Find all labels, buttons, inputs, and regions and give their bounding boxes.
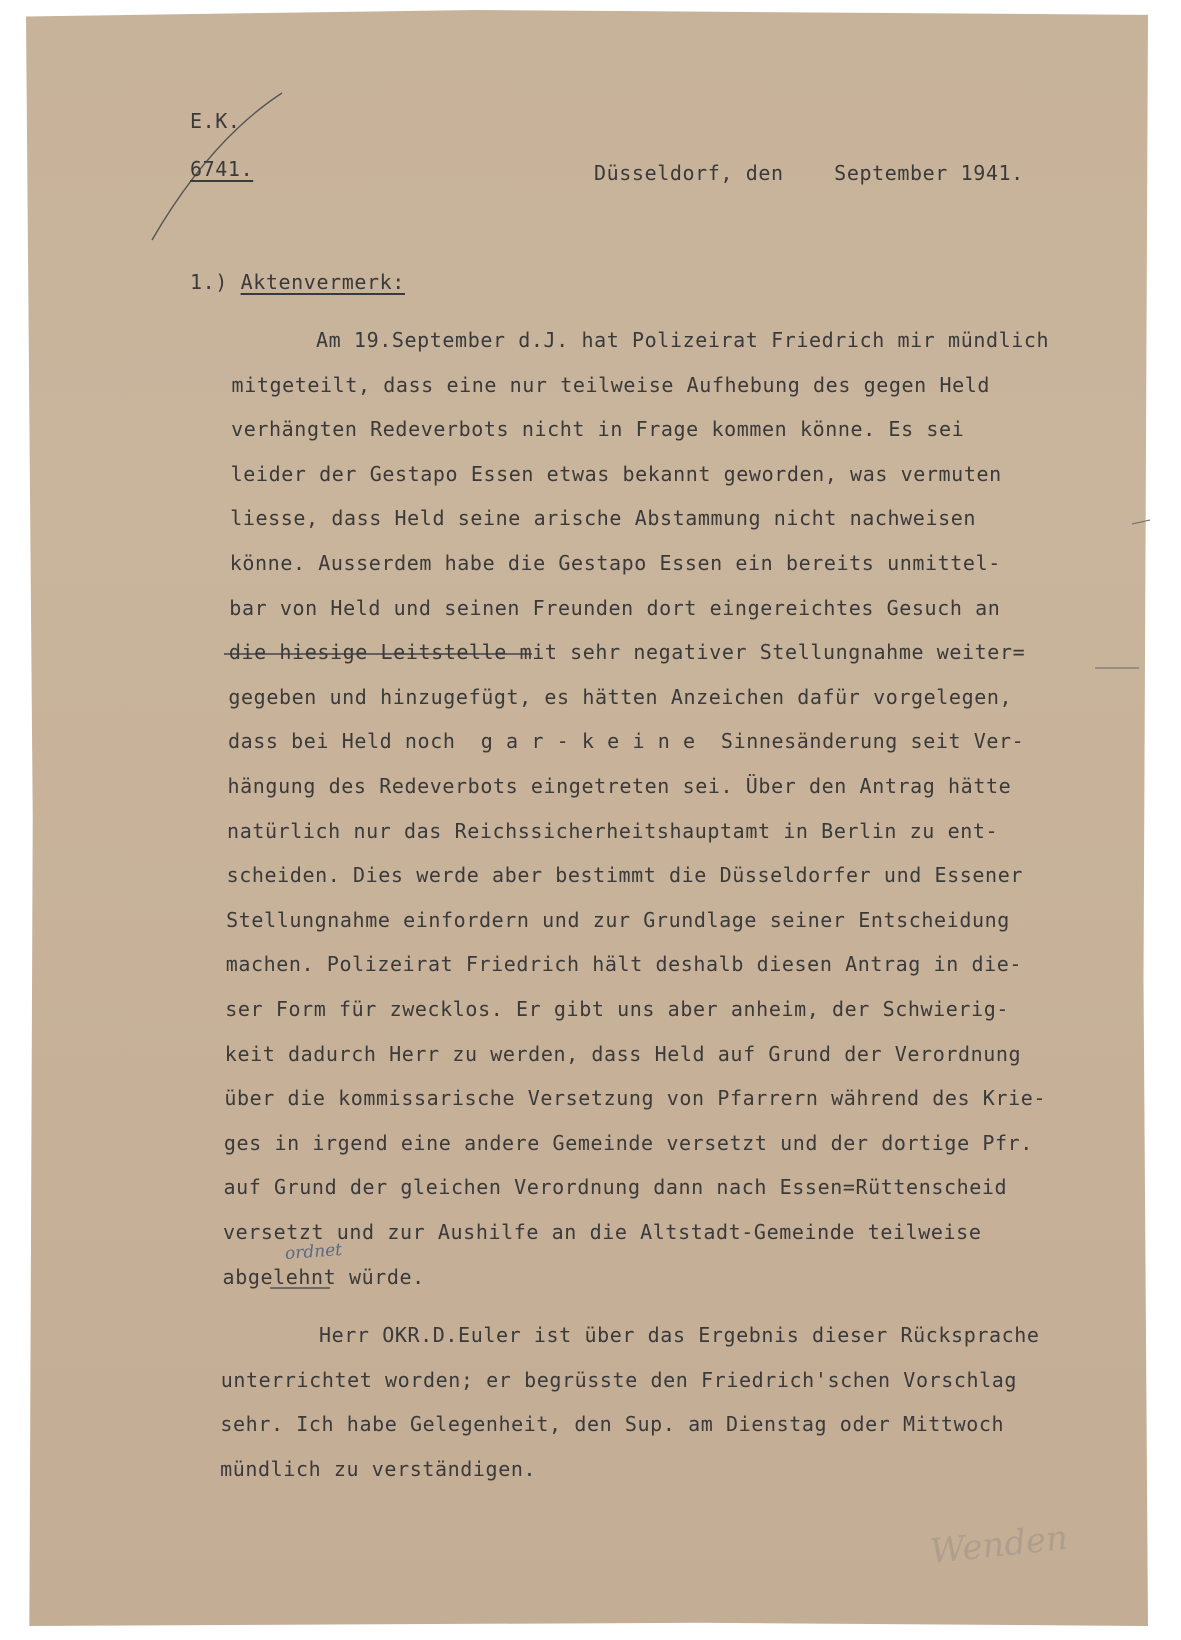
text-line: hängung des Redeverbots eingetreten sei. Über den Antrag hätte <box>227 774 1012 798</box>
text-line: leider der Gestapo Essen etwas bekannt geworden, was vermuten <box>230 461 1002 486</box>
text-line: unterrichtet worden; er begrüsste den Friedrich'schen Vorschlag <box>220 1367 1018 1392</box>
text-line: ges in irgend eine andere Gemeinde versetzt und der dortige Pfr. <box>223 1130 1033 1155</box>
reference-number: 6741. <box>190 157 254 181</box>
text-line: Stellungnahme einfordern und zur Grundlage seiner Entscheidung <box>226 907 1010 932</box>
handwritten-correction: ordnet <box>284 1240 343 1264</box>
text-line: sehr. Ich habe Gelegenheit, den Sup. am Dienstag oder Mittwoch <box>220 1412 1005 1437</box>
text-line: versetzt und zur Aushilfe an die Altstadt-Gemeinde teilweise <box>223 1220 982 1244</box>
text-line: abgelehnt würde. <box>222 1264 425 1289</box>
text-line: mitgeteilt, dass eine nur teilweise Aufhebung des gegen Held <box>231 372 991 397</box>
text-line: liesse, dass Held seine arische Abstammung nicht nachweisen <box>230 506 977 531</box>
text-line: natürlich nur das Reichssicherheitshauptamt in Berlin zu ent- <box>227 818 999 843</box>
signature: Wenden <box>928 1517 1070 1573</box>
text-line: auf Grund der gleichen Verordnung dann nach Essen=Rüttenscheid <box>223 1175 1008 1200</box>
text-line: ser Form für zwecklos. Er gibt uns aber anheim, der Schwierig- <box>225 997 1009 1021</box>
text-line: machen. Polizeirat Friedrich hält deshalb diesen Antrag in die- <box>225 952 1023 977</box>
text-line: die hiesige Leitstelle mit sehr negativer Stellungnahme weiter= <box>228 640 1026 665</box>
place-date: Düsseldorf, den September 1941. <box>594 161 1024 185</box>
text-line: mündlich zu verständigen. <box>220 1456 537 1481</box>
text-line: könne. Ausserdem habe die Gestapo Essen ein bereits unmittel- <box>229 551 1001 575</box>
edge-tick-1 <box>1132 520 1150 524</box>
section-heading <box>190 272 405 292</box>
text-line: Herr OKR.D.Euler ist über das Ergebnis dieser Rücksprache <box>319 1323 1040 1347</box>
reference-ek: E.K. <box>190 109 241 133</box>
section-number: 1.) <box>190 270 228 294</box>
section-title: Aktenvermerk: <box>240 270 405 294</box>
text-line: dass bei Held noch g a r - k e i n e Sinnesänderung seit Ver- <box>227 729 1025 754</box>
text-line: Am 19.September d.J. hat Polizeirat Friedrich mir mündlich <box>316 328 1050 352</box>
text-line: keit dadurch Herr zu werden, dass Held auf Grund der Verordnung <box>224 1041 1022 1066</box>
text-line: bar von Held und seinen Freunden dort eingereichtes Gesuch an <box>229 595 1001 620</box>
text-line: gegeben und hinzugefügt, es hätten Anzeichen dafür vorgelegen, <box>228 684 1013 709</box>
text-line: verhängten Redeverbots nicht in Frage kommen könne. Es sei <box>231 417 965 442</box>
text-line: über die kommissarische Versetzung von Pfarrern während des Krie- <box>224 1086 1047 1111</box>
text-line: scheiden. Dies werde aber bestimmt die Düsseldorfer und Essener <box>226 863 1023 888</box>
